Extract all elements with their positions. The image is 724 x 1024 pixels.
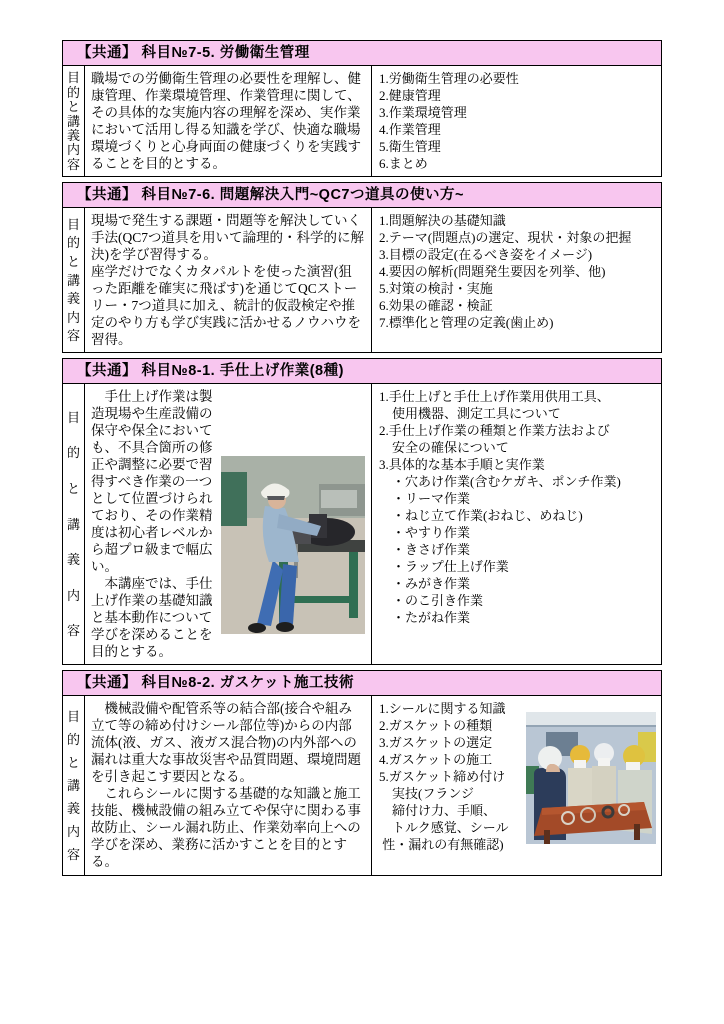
side-label-char: 的 (66, 235, 80, 251)
purpose-cell (85, 384, 372, 664)
lecture-item: トルク感覚、シール (379, 820, 509, 835)
side-label-char: 容 (66, 156, 80, 172)
course-catalog (62, 40, 662, 881)
lecture-item: 2.テーマ(問題点)の選定、現状・対象の把握 (379, 230, 632, 245)
purpose-cell (85, 696, 372, 875)
lecture-item: 1.問題解決の基礎知識 (379, 213, 506, 228)
side-label-char: と (66, 480, 80, 496)
side-label-char: 的 (66, 84, 80, 100)
lecture-item: ・やすり作業 (379, 525, 471, 540)
lecture-item: 5.衛生管理 (379, 139, 441, 154)
lecture-items (372, 66, 661, 176)
side-label-char: 義 (66, 552, 80, 568)
purpose-paragraph: これらシールに関する基礎的な知識と施工技能、機械設備の組み立てや保守に関わる事故防止、シール漏れ防止、作業効率向上への学びを深め、業務に活かすことを目的とする。 (91, 786, 361, 869)
lecture-item: 1.労働衛生管理の必要性 (379, 71, 519, 86)
side-label-char: と (66, 99, 80, 115)
course-header (62, 40, 662, 66)
side-label-char: 容 (66, 328, 80, 344)
lecture-item: ・きさげ作業 (379, 542, 471, 557)
side-label (63, 384, 85, 664)
lecture-item: 3.ガスケットの選定 (379, 735, 493, 750)
side-label-char: 内 (66, 824, 80, 839)
lecture-items (372, 208, 661, 352)
purpose-paragraph: 手仕上げ作業は製造現場や生産設備の保守や保全においても、不具合箇所の修正や調整に必要で習得すべき作業の一つとして位置づけられており、その作業精度は初心者レベルから超プロ級まで幅広い。 (91, 389, 213, 574)
lecture-item: ・たがね作業 (379, 610, 471, 625)
side-label-char: 容 (66, 623, 80, 639)
lecture-item: 安全の確保について (379, 440, 509, 455)
course-title: 【共通】 科目№8-2. ガスケット施工技術 (77, 675, 354, 691)
side-label-char: 目 (66, 216, 80, 232)
side-label (63, 696, 85, 875)
purpose-paragraphs (91, 700, 365, 870)
lecture-item: 7.標準化と管理の定義(歯止め) (379, 315, 554, 330)
course-section-7-5 (62, 40, 662, 177)
side-label (63, 66, 85, 176)
lecture-item: 5.対策の検討・実施 (379, 281, 493, 296)
side-label (63, 208, 85, 352)
lecture-item: ・穴あけ作業(含むケガキ、ポンチ作業) (379, 474, 621, 489)
lecture-item: 2.ガスケットの種類 (379, 718, 493, 733)
gasket-training-photo (526, 712, 656, 844)
lecture-item-list (379, 70, 656, 172)
course-title: 【共通】 科目№7-6. 問題解決入門~QC7つ道具の使い方~ (77, 187, 464, 203)
side-label-char: 目 (66, 709, 80, 724)
lecture-item: 3.具体的な基本手順と実作業 (379, 457, 545, 472)
lecture-item: ・みがき作業 (379, 576, 471, 591)
purpose-paragraph: 機械設備や配管系等の結合部(接合や組み立て等の締め付けシール部位等)からの内部流体(液、ガス、液ガス混合物)の内外部への漏れは重大な事故災害や品質問題、環境問題を引き起こす要因となる。 (91, 701, 361, 784)
lecture-item: 6.効果の確認・検証 (379, 298, 493, 313)
side-label-char: 義 (66, 291, 80, 307)
course-header (62, 358, 662, 384)
side-label-char: 義 (66, 801, 80, 816)
lecture-item: 3.作業環境管理 (379, 105, 467, 120)
side-label-char: と (66, 755, 80, 770)
lecture-item-list (379, 388, 656, 626)
lecture-item: 6.まとめ (379, 156, 428, 171)
side-label-char: 目 (66, 70, 80, 86)
lecture-items (372, 384, 661, 664)
lecture-item: 4.要因の解析(問題発生要因を列挙、他) (379, 264, 606, 279)
lecture-item: ・のこ引き作業 (379, 593, 484, 608)
course-title: 【共通】 科目№8-1. 手仕上げ作業(8種) (77, 363, 344, 379)
lecture-item: 締付け力、手順、 (379, 803, 497, 818)
course-header (62, 182, 662, 208)
side-label-char: 内 (66, 142, 80, 158)
side-label-char: 講 (66, 516, 80, 532)
purpose-cell (85, 208, 372, 352)
lecture-item: 4.ガスケットの施工 (379, 752, 493, 767)
course-section-8-1 (62, 358, 662, 665)
side-label-char: 内 (66, 309, 80, 325)
side-label-char: 講 (66, 113, 80, 129)
lecture-item: 性・漏れの有無確認) (379, 837, 504, 852)
lecture-item: 2.手仕上げ作業の種類と作業方法および (379, 423, 610, 438)
side-label-char: 内 (66, 587, 80, 603)
purpose-cell (85, 66, 372, 176)
purpose-paragraph: 本講座では、手仕上げ作業の基礎知識と基本動作について学びを深めることを目的とする。 (91, 576, 213, 659)
lecture-item: 4.作業管理 (379, 122, 441, 137)
side-label-char: 的 (66, 445, 80, 461)
lecture-item: 5.ガスケット締め付け (379, 769, 506, 784)
purpose-paragraph: 職場での労働衛生管理の必要性を理解し、健康管理、作業環境管理、作業管理に関して、その具体的な実施内容の理解を深め、実作業において活用し得る知識を学び、快適な職場環境づくりと心身両面の健康づくりを実践することを目的とする。 (91, 71, 361, 171)
lecture-item: 1.手仕上げと手仕上げ作業用供用工具、 (379, 389, 610, 404)
lecture-item: 実技(フランジ (379, 786, 475, 801)
hand-finishing-practice-photo (221, 456, 365, 634)
side-label-char: 目 (66, 409, 80, 425)
side-label-char: 容 (66, 847, 80, 862)
side-label-char: 的 (66, 732, 80, 747)
side-label-char: 義 (66, 127, 80, 143)
lecture-item: ・リーマ作業 (379, 491, 471, 506)
side-label-char: 講 (66, 272, 80, 288)
lecture-item: 2.健康管理 (379, 88, 441, 103)
course-title: 【共通】 科目№7-5. 労働衛生管理 (77, 45, 310, 61)
purpose-paragraph: 座学だけでなくカタパルトを使った演習(狙った距離を確実に飛ばす)を通じてQCストーリー・7つ道具に加え、統計的仮設検定や推定のやり方も学び実践に活かせるノウハウを習得。 (91, 264, 361, 347)
side-label-char: と (66, 253, 80, 269)
lecture-item: ・ねじ立て作業(おねじ、めねじ) (379, 508, 583, 523)
side-label-char: 講 (66, 778, 80, 793)
course-section-8-2 (62, 670, 662, 876)
lecture-items (372, 696, 661, 875)
course-section-7-6 (62, 182, 662, 353)
course-header (62, 670, 662, 696)
lecture-item: 3.目標の設定(在るべき姿をイメージ) (379, 247, 593, 262)
lecture-item-list (379, 212, 656, 331)
lecture-item: 使用機器、測定工具について (379, 406, 561, 421)
lecture-item: ・ラップ仕上げ作業 (379, 559, 509, 574)
purpose-paragraph: 現場で発生する課題・問題等を解決していく手法(QC7つ道具を用いて論理的・科学的に解決)を学び習得する。 (91, 213, 364, 262)
purpose-paragraphs (91, 70, 365, 172)
lecture-item: 1.シールに関する知識 (379, 701, 506, 716)
purpose-paragraphs (91, 212, 365, 348)
